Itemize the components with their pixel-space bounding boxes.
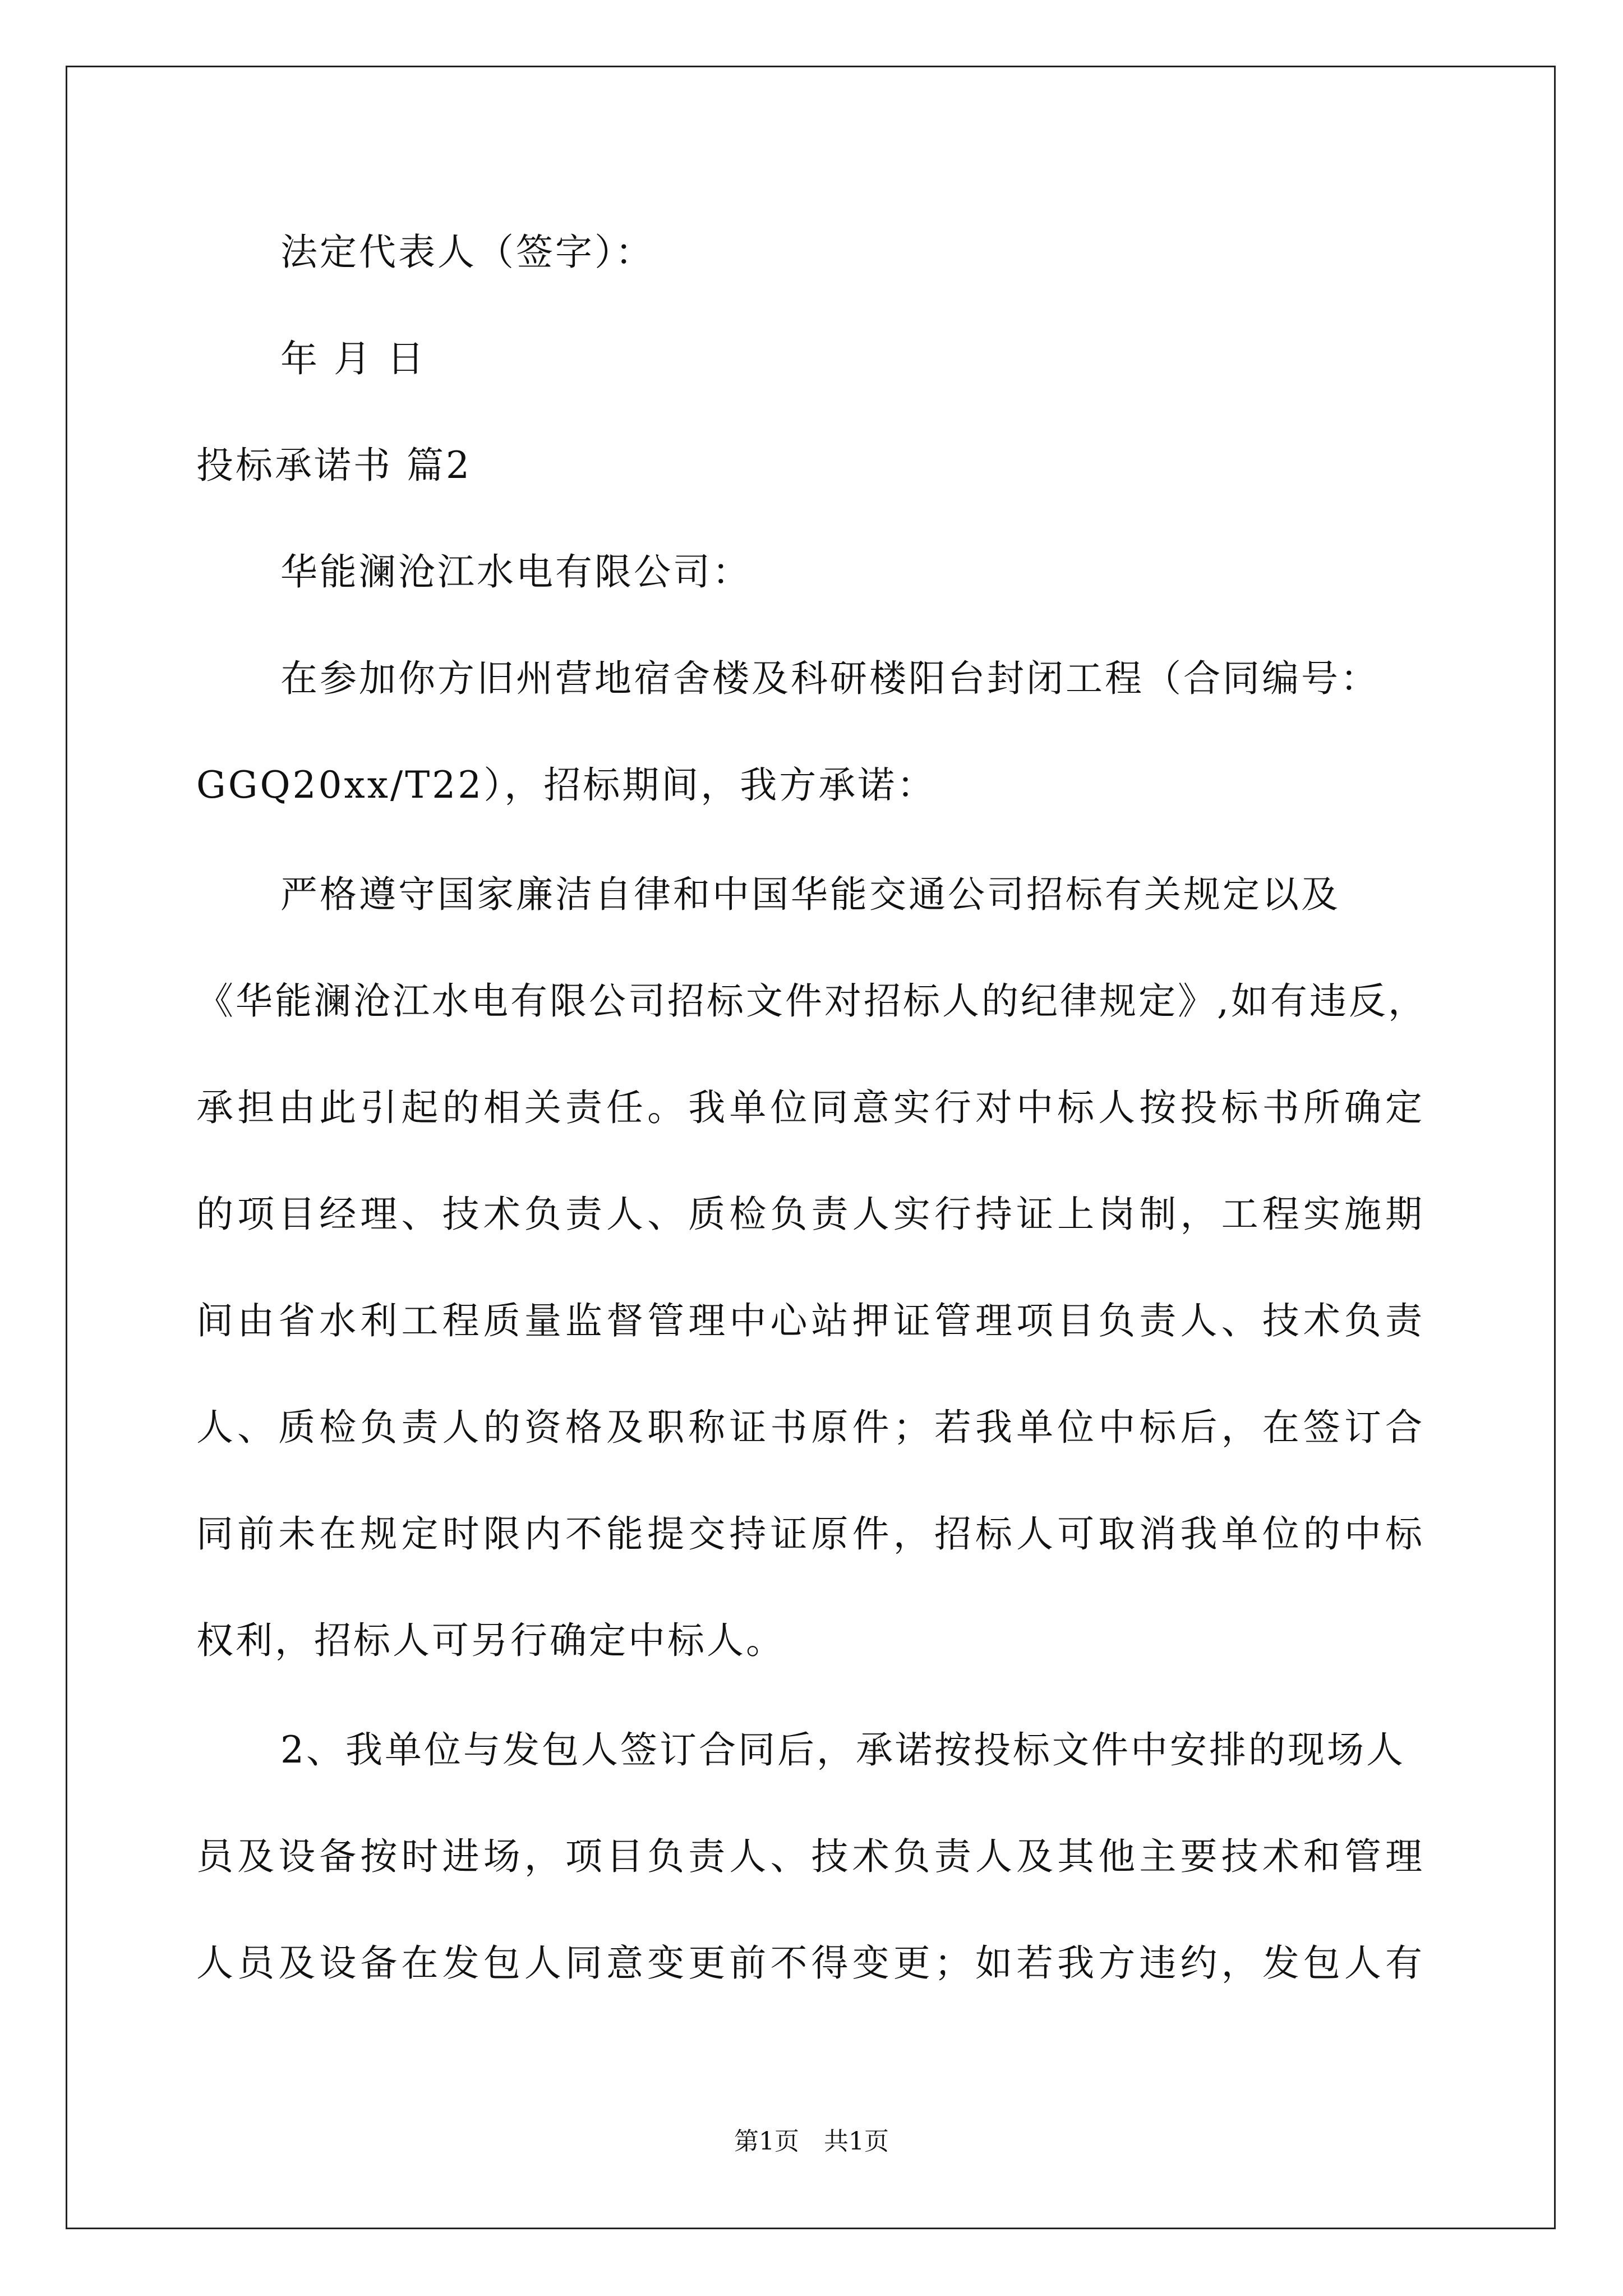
- date-line: 年 月 日: [280, 337, 426, 380]
- paragraph-line: 人员及设备在发包人同意变更前不得变更；如若我方违约，发包人有: [196, 1941, 1424, 1985]
- section-heading: 投标承诺书 篇2: [196, 444, 472, 487]
- paragraph-line: 员及设备按时进场，项目负责人、技术负责人及其他主要技术和管理: [196, 1835, 1424, 1878]
- paragraph-line: 承担由此引起的相关责任。我单位同意实行对中标人按投标书所确定: [196, 1086, 1424, 1129]
- paragraph-line: 2、我单位与发包人签订合同后，承诺按投标文件中安排的现场人: [280, 1728, 1405, 1772]
- paragraph-line: 人、质检负责人的资格及职称证书原件；若我单位中标后，在签订合: [196, 1406, 1424, 1449]
- paragraph-line: 《华能澜沧江水电有限公司招标文件对招标人的纪律规定》,如有违反，: [196, 979, 1427, 1023]
- intro-line: 在参加你方旧州营地宿舍楼及科研楼阳台封闭工程（合同编号：: [280, 657, 1380, 700]
- page-number-footer: 第1页 共1页: [734, 2127, 889, 2156]
- page-border: [66, 66, 1556, 2229]
- intro-line: GGQ20xx/T22），招标期间，我方承诺：: [196, 763, 937, 807]
- paragraph-line: 严格遵守国家廉洁自律和中国华能交通公司招标有关规定以及: [280, 873, 1340, 916]
- addressee-line: 华能澜沧江水电有限公司：: [280, 550, 751, 593]
- signature-line: 法定代表人（签字）：: [280, 231, 654, 274]
- paragraph-line: 间由省水利工程质量监督管理中心站押证管理项目负责人、技术负责: [196, 1299, 1424, 1342]
- paragraph-line: 权利，招标人可另行确定中标人。: [196, 1619, 785, 1662]
- paragraph-line: 同前未在规定时限内不能提交持证原件，招标人可取消我单位的中标: [196, 1512, 1424, 1556]
- paragraph-line: 的项目经理、技术负责人、质检负责人实行持证上岗制，工程实施期: [196, 1193, 1424, 1236]
